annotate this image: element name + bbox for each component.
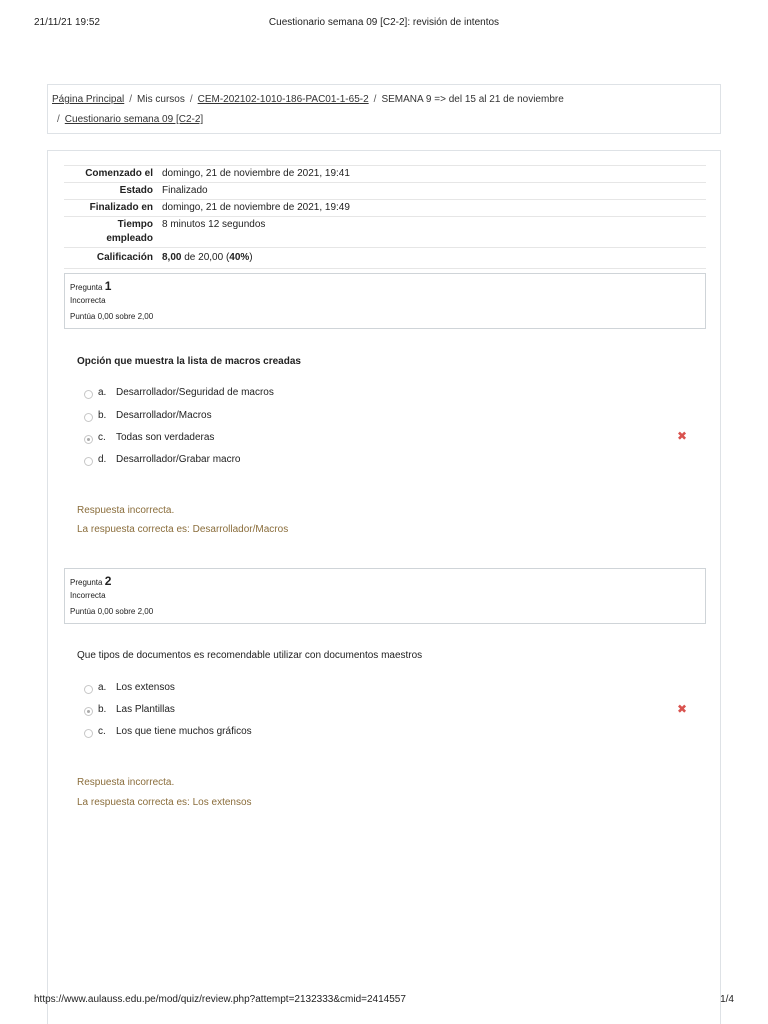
print-header — [34, 17, 734, 31]
breadcrumb-home-link[interactable]: Página Principal — [52, 94, 125, 105]
summary-value: domingo, 21 de noviembre de 2021, 19:49 — [162, 202, 350, 213]
feedback-text: Respuesta incorrecta. — [77, 777, 175, 788]
summary-value: 8 minutos 12 segundos — [162, 219, 266, 230]
radio-button[interactable] — [84, 457, 93, 466]
feedback-text: Respuesta incorrecta. — [77, 505, 175, 516]
grade-score: 8,00 — [162, 252, 182, 263]
page-number: 1/4 — [720, 994, 734, 1005]
summary-label: Comenzado el — [85, 168, 153, 179]
answer-text: Los que tiene muchos gráficos — [116, 726, 252, 737]
question-info-box — [64, 568, 706, 624]
question-number-value: 1 — [104, 279, 112, 293]
summary-label: Estado — [119, 185, 153, 196]
summary-label: Finalizado en — [89, 202, 153, 213]
breadcrumb-line-2 — [57, 114, 203, 125]
radio-button[interactable] — [84, 390, 93, 399]
breadcrumb-separator: / — [373, 94, 377, 105]
print-footer — [34, 994, 734, 1008]
answer-letter: d. — [98, 454, 107, 465]
answer-text: Desarrollador/Grabar macro — [116, 454, 241, 465]
question-grade: Puntúa 0,00 sobre 2,00 — [70, 312, 154, 321]
question-state: Incorrecta — [70, 296, 106, 305]
question-number — [70, 574, 111, 588]
answer-letter: a. — [98, 682, 107, 693]
grade-percent: 40% — [229, 252, 250, 263]
breadcrumb-separator: / — [129, 94, 133, 105]
correct-answer-text: La respuesta correcta es: Los extensos — [77, 797, 252, 808]
grade-end: ) — [249, 252, 253, 263]
radio-button[interactable] — [84, 685, 93, 694]
question-state: Incorrecta — [70, 591, 106, 600]
radio-button-checked[interactable] — [84, 707, 93, 716]
summary-row-finished — [64, 200, 706, 217]
print-date: 21/11/21 19:52 — [34, 17, 100, 28]
breadcrumb-quiz-link[interactable]: Cuestionario semana 09 [C2-2] — [64, 114, 204, 125]
grade-value — [162, 251, 706, 265]
answer-letter: b. — [98, 410, 107, 421]
attempt-summary-table — [64, 165, 706, 269]
answer-text: Las Plantillas — [116, 704, 175, 715]
question-info-box — [64, 273, 706, 329]
incorrect-cross-icon: ✖ — [677, 429, 688, 443]
breadcrumb-course-link[interactable]: CEM-202102-1010-186-PAC01-1-65-2 — [197, 94, 369, 105]
answer-text: Los extensos — [116, 682, 175, 693]
question-number-value: 2 — [104, 574, 112, 588]
breadcrumb-separator: / — [189, 94, 193, 105]
question-number — [70, 279, 111, 293]
breadcrumb-separator: / — [57, 114, 60, 125]
question-grade: Puntúa 0,00 sobre 2,00 — [70, 607, 154, 616]
breadcrumb-line-1 — [52, 94, 564, 105]
summary-label: Calificación — [96, 252, 153, 263]
question-text: Opción que muestra la lista de macros creadas — [77, 356, 301, 367]
breadcrumb — [47, 84, 721, 134]
answer-text: Desarrollador/Macros — [116, 410, 212, 421]
summary-row-grade — [64, 248, 706, 269]
correct-answer-text: La respuesta correcta es: Desarrollador/Macros — [77, 524, 289, 535]
answer-text: Desarrollador/Seguridad de macros — [116, 387, 274, 398]
print-title: Cuestionario semana 09 [C2-2]: revisión de intentos — [268, 17, 500, 28]
breadcrumb-my-courses: Mis cursos — [137, 94, 185, 105]
radio-button[interactable] — [84, 413, 93, 422]
summary-row-state — [64, 183, 706, 200]
answer-letter: c. — [98, 432, 106, 443]
summary-label: Tiempo empleado — [106, 219, 153, 244]
question-label: Pregunta — [70, 578, 103, 587]
radio-button-checked[interactable] — [84, 435, 93, 444]
incorrect-cross-icon: ✖ — [677, 702, 688, 716]
summary-value: Finalizado — [162, 185, 208, 196]
answer-letter: b. — [98, 704, 107, 715]
summary-row-time-taken — [64, 217, 706, 248]
radio-button[interactable] — [84, 729, 93, 738]
answer-letter: a. — [98, 387, 107, 398]
summary-value: domingo, 21 de noviembre de 2021, 19:41 — [162, 168, 350, 179]
answer-text: Todas son verdaderas — [116, 432, 215, 443]
grade-mid: de 20,00 ( — [181, 252, 230, 263]
breadcrumb-section: SEMANA 9 => del 15 al 21 de noviembre — [381, 94, 564, 105]
answer-letter: c. — [98, 726, 106, 737]
question-text: Que tipos de documentos es recomendable utilizar con documentos maestros — [77, 650, 423, 661]
question-label: Pregunta — [70, 283, 103, 292]
summary-row-started — [64, 166, 706, 183]
page-url: https://www.aulauss.edu.pe/mod/quiz/review.php?attempt=2132333&cmid=2414557 — [34, 994, 406, 1005]
